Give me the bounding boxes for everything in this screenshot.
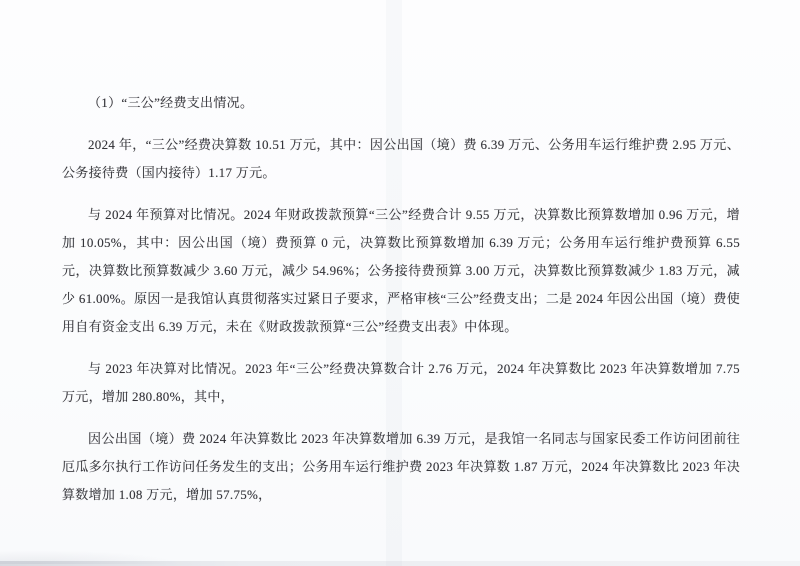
paragraph-budget-comparison-2024: 与 2024 年预算对比情况。2024 年财政拨款预算“三公”经费合计 9.55 万元，决算数比预算数增加 0.96 万元，增加 10.05%，其中：因公出国（境）费预算 0 元，决算数比预算数增加 6.39 万元；公务用车运行维护费预算 6.55 元，决算数比预算数减少 3.60 万元，减少 54.96%；公务接待费预算 3.00 万元，决算数比预算数减少 1.83 万元，减少 61.00%。原因一是我馆认真贯彻落实过紧日子要求，严格审核“三公”经费支出；二是 2024 年因公出国（境）费使用自有资金支出 6.39 万元，未在《财政拨款预算“三公”经费支出表》中体现。 <box>62 207 740 334</box>
document-body <box>62 89 740 523</box>
scan-shadow-corner <box>0 550 180 564</box>
paragraph-2024-actuals: 2024 年，“三公”经费决算数 10.51 万元，其中：因公出国（境）费 6.39 万元、公务用车运行维护费 2.95 万元、公务接待费（国内接待）1.17 万元。 <box>62 137 740 180</box>
scan-edge-bottom <box>0 561 800 566</box>
paragraph-heading: （1）“三公”经费支出情况。 <box>88 95 254 110</box>
paragraph-comparison-2023: 与 2023 年决算对比情况。2023 年“三公”经费决算数合计 2.76 万元，2024 年决算数比 2023 年决算数增加 7.75 万元，增加 280.80%，其中， <box>62 361 740 404</box>
paragraph-detail-2023: 因公出国（境）费 2024 年决算数比 2023 年决算数增加 6.39 万元，是我馆一名同志与国家民委工作访问团前往厄瓜多尔执行工作访问任务发生的支出；公务用车运行维护费 2023 年决算数 1.87 万元，2024 年决算数比 2023 年决算数增加 1.08 万元，增加 57.75%， <box>62 431 740 502</box>
